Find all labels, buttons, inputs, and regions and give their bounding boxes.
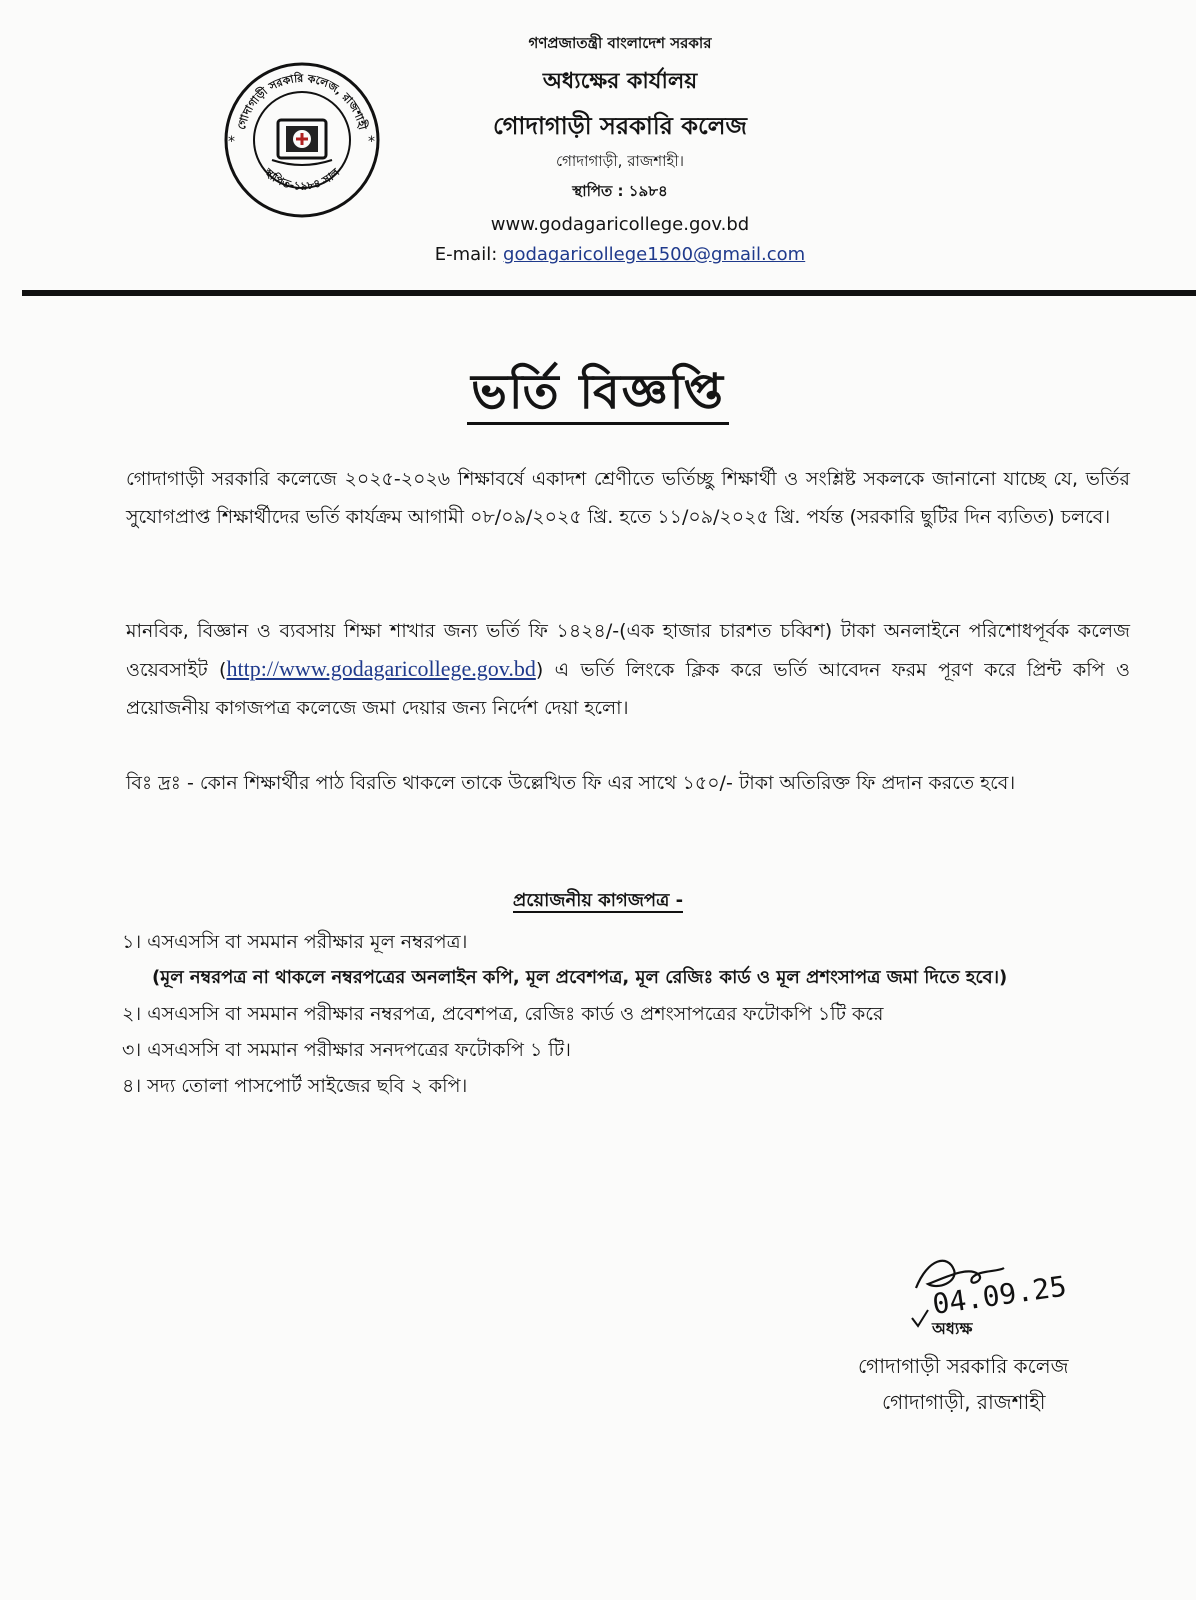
seal-bottom-text: স্থাপিত-১৯৮৪ সাল — [261, 165, 343, 193]
documents-list — [122, 924, 1132, 1104]
notice-paragraph-1: গোদাগাড়ী সরকারি কলেজে ২০২৫-২০২৬ শিক্ষাবর্ষে একাদশ শ্রেণীতে ভর্তিচ্ছু শিক্ষার্থী ও সংশ্লিষ্ট সকলকে জানানো যাচ্ছে যে, ভর্তির সুযোগপ্রাপ্ত শিক্ষার্থীদের ভর্তি কার্যক্রম আগামী ০৮/০৯/২০২৫ খ্রি. হতে ১১/০৯/২০২৫ খ্রি. পর্যন্ত (সরকারি ছুটির দিন ব্যতিত) চলবে। — [126, 468, 1130, 528]
signature-date: 04.09.25 — [930, 1269, 1069, 1321]
document-item-1-note: (মূল নম্বরপত্র না থাকলে নম্বরপত্রের অনলাইন কপি, মূল প্রবেশপত্র, মূল রেজিঃ কার্ড ও মূল প্রশংসাপত্র জমা দিতে হবে।) — [152, 967, 1008, 988]
header-divider — [22, 290, 1196, 296]
seal-top-text: গোদাগাড়ী সরকারি কলেজ, রাজশাহী — [234, 71, 370, 132]
paragraph-2-tail: ) এ ভর্তি লিংকে ক্লিক করে ভর্তি আবেদন ফরম পূরণ করে প্রিন্ট কপি ও প্রয়োজনীয় কাগজপত্র কলেজে জমা দেয়ার জন্য নির্দেশ দেয়া হলো। — [126, 659, 1130, 719]
signatory-place: গোদাগাড়ী, রাজশাহী — [882, 1390, 1046, 1414]
documents-heading — [0, 886, 1196, 917]
admission-website-link[interactable]: http://www.godagaricollege.gov.bd — [226, 656, 536, 681]
documents-heading-text: প্রয়োজনীয় কাগজপত্র - — [512, 890, 684, 911]
college-name: গোদাগাড়ী সরকারি কলেজ — [492, 112, 748, 140]
established-year: স্থাপিত : ১৯৮৪ — [572, 182, 668, 200]
notice-note: বিঃ দ্রঃ - কোন শিক্ষার্থীর পাঠ বিরতি থাকলে তাকে উল্লেখিত ফি এর সাথে ১৫০/- টাকা অতিরিক্ত ফি প্রদান করতে হবে। — [126, 772, 1016, 794]
signatory-college: গোদাগাড়ী সরকারি কলেজ — [858, 1354, 1069, 1378]
email-label: E-mail: — [434, 244, 504, 265]
notice-paragraph-2 — [126, 612, 1130, 727]
document-item-4: ৪। সদ্য তোলা পাসপোর্ট সাইজের ছবি ২ কপি। — [122, 1075, 468, 1097]
paragraph-2-lead: মানবিক, বিজ্ঞান ও ব্যবসায় শিক্ষা শাখার জন্য ভর্তি ফি ১৪২৪/-(এক হাজার চারশত চব্বিশ) টাকা অনলাইনে পরিশোধপূর্বক কলেজ ওয়েবসাইট ( — [126, 620, 1130, 681]
svg-text:*: * — [228, 134, 235, 150]
government-name: গণপ্রজাতন্ত্রী বাংলাদেশ সরকার — [528, 34, 712, 52]
office-name: অধ্যক্ষের কার্যালয় — [542, 69, 698, 94]
email-link[interactable]: godagaricollege1500@gmail.com — [503, 244, 806, 265]
document-item-2: ২। এসএসসি বা সমমান পরীক্ষার নম্বরপত্র, প্রবেশপত্র, রেজিঃ কার্ড ও প্রশংসাপত্রের ফটোকপি ১টি করে — [122, 1003, 884, 1025]
website-text: www.godagaricollege.gov.bd — [490, 214, 750, 235]
svg-text:*: * — [368, 134, 375, 150]
notice-title — [0, 356, 1196, 435]
college-location: গোদাগাড়ী, রাজশাহী। — [556, 152, 684, 170]
document-item-3: ৩। এসএসসি বা সমমান পরীক্ষার সনদপত্রের ফটোকপি ১ টি। — [122, 1039, 571, 1061]
notice-title-text: ভর্তি বিজ্ঞপ্তি — [467, 364, 729, 425]
email-line — [22, 244, 1196, 265]
signatory-title: অধ্যক্ষ — [932, 1319, 973, 1338]
document-item-1: ১। এসএসসি বা সমমান পরীক্ষার মূল নম্বরপত্র। — [122, 931, 468, 953]
